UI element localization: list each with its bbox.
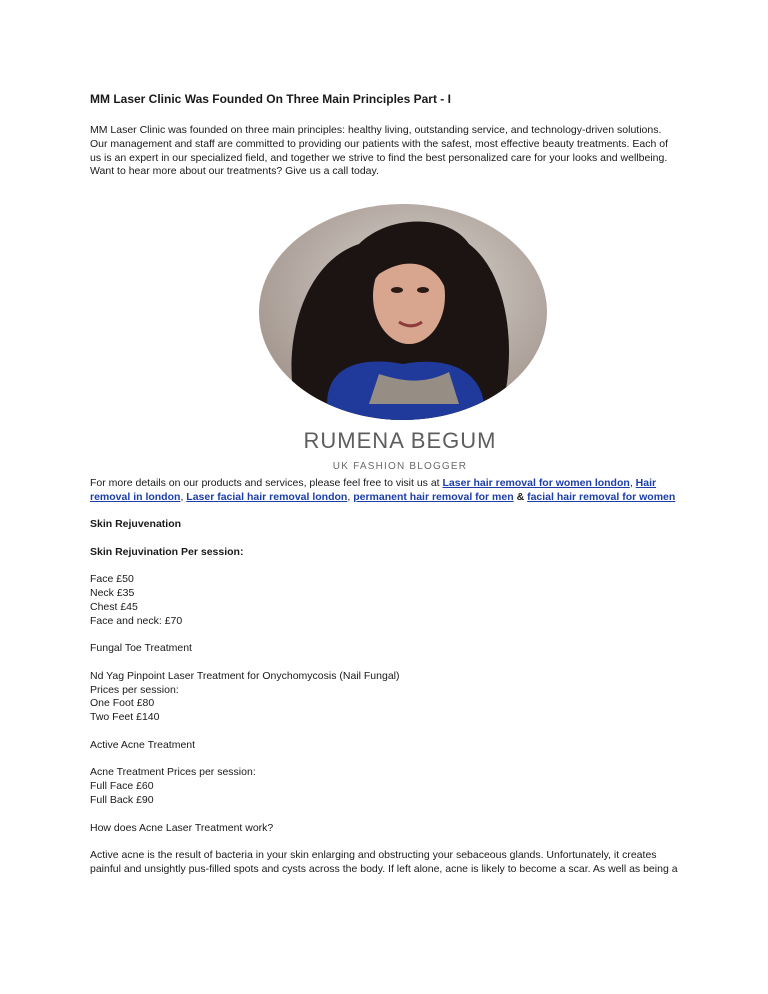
document-title: MM Laser Clinic Was Founded On Three Main Principles Part - I — [90, 92, 451, 106]
price-line: Nd Yag Pinpoint Laser Treatment for Onychomycosis (Nail Fungal) — [90, 669, 400, 682]
more-details-paragraph — [90, 477, 680, 505]
price-line: Chest £45 — [90, 600, 138, 613]
price-line: Two Feet £140 — [90, 711, 160, 724]
link-facial-hair-removal-women[interactable]: facial hair removal for women — [527, 490, 676, 503]
acne-heading: Active Acne Treatment — [90, 738, 196, 751]
price-line: Neck £35 — [90, 586, 135, 599]
price-line: Face and neck: £70 — [90, 614, 183, 627]
link-laser-hair-removal-women[interactable]: Laser hair removal for women london — [442, 477, 630, 489]
intro-paragraph: MM Laser Clinic was founded on three main principles: healthy living, outstanding service, and technology-driven solutions. Our management and staff are committed to providing our patients with the safest, most effective beauty treatments. Each of us is an expert in our specialized field, and together we strive to find the best personalized care for your looks and wellbeing. Want to hear more about our treatments? Give us a call today. — [90, 124, 668, 178]
fungal-price-list — [90, 670, 680, 725]
link-separator: , — [629, 477, 636, 489]
portrait-name-caption: RUMENA BEGUM — [303, 428, 497, 453]
more-details-text: For more details on our products and services, please feel free to visit us at — [90, 477, 443, 489]
portrait-role-caption: UK FASHION BLOGGER — [332, 461, 468, 472]
acne-question: How does Acne Laser Treatment work? — [90, 821, 274, 834]
link-ampersand: & — [513, 490, 528, 503]
price-line: Full Back £90 — [90, 793, 154, 806]
price-line: Prices per session: — [90, 683, 179, 696]
acne-paragraph: Active acne is the result of bacteria in your skin enlarging and obstructing your sebaceous glands. Unfortunately, it creates painful and unsightly pus-filled spots and cysts across the body. If left alone, acne is likely to become a scar. As well as being a — [90, 849, 678, 875]
blogger-portrait-image — [259, 204, 547, 420]
skin-rejuvenation-heading: Skin Rejuvenation — [90, 518, 182, 530]
price-line: Acne Treatment Prices per session: — [90, 766, 256, 779]
link-separator: , — [180, 490, 187, 503]
price-line: Full Face £60 — [90, 780, 154, 793]
link-permanent-hair-removal-men[interactable]: permanent hair removal for men — [353, 490, 514, 503]
link-separator: , — [347, 490, 354, 503]
skin-price-list — [90, 573, 680, 628]
skin-rejuvination-subheading: Skin Rejuvination Per session: — [90, 545, 244, 558]
document-body — [90, 518, 680, 891]
price-line: Face £50 — [90, 573, 134, 586]
fungal-toe-heading: Fungal Toe Treatment — [90, 642, 192, 655]
link-laser-facial-hair-removal[interactable]: Laser facial hair removal london — [186, 490, 348, 503]
acne-price-list — [90, 766, 680, 807]
price-line: One Foot £80 — [90, 697, 155, 710]
link-hair-removal-london[interactable]: Hair removal in london — [90, 477, 657, 503]
